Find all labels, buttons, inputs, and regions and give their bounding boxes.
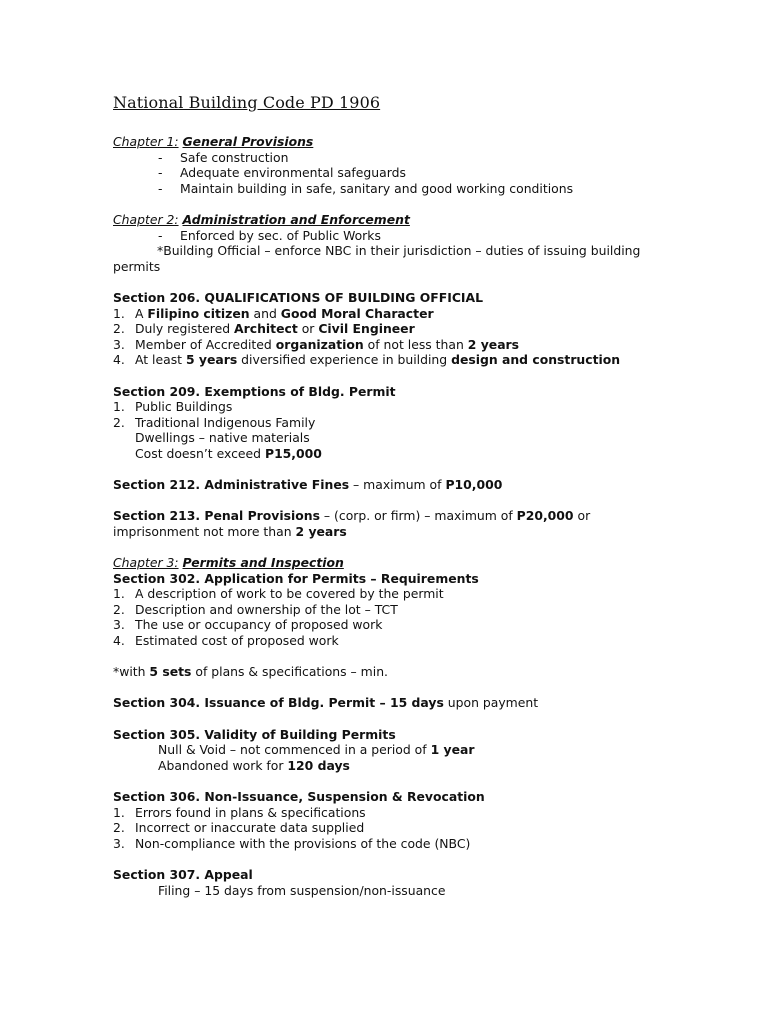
bold-text: 1 year bbox=[430, 742, 475, 758]
list-item bbox=[113, 633, 733, 649]
section-213 bbox=[113, 508, 733, 524]
list-item bbox=[113, 836, 733, 852]
bold-text: organization bbox=[275, 336, 364, 352]
section-209-heading: Section 209. Exemptions of Bldg. Permit bbox=[113, 383, 396, 399]
text: *with bbox=[113, 664, 150, 680]
list-item bbox=[113, 617, 733, 633]
text: Cost doesn’t exceed bbox=[135, 445, 265, 461]
text: At least bbox=[135, 352, 186, 368]
bold-text: P10,000 bbox=[445, 477, 503, 493]
bold-text: 5 years bbox=[185, 352, 238, 368]
list-item bbox=[113, 337, 733, 353]
number-marker: 2. bbox=[113, 601, 125, 617]
chapter-title: General Provisions bbox=[182, 134, 314, 149]
text: – maximum of bbox=[349, 477, 446, 493]
list-item-text: Non-compliance with the provisions of the code (NBC) bbox=[135, 835, 471, 851]
list-item-text: Enforced by sec. of Public Works bbox=[180, 227, 381, 243]
text: diversified experience in building bbox=[237, 352, 452, 368]
list-item-text: Description and ownership of the lot – TCT bbox=[135, 601, 398, 617]
list-item bbox=[113, 321, 733, 337]
text: or bbox=[297, 321, 319, 337]
section-206-heading: Section 206. QUALIFICATIONS OF BUILDING OFFICIAL bbox=[113, 289, 484, 305]
number-marker: 1. bbox=[113, 804, 125, 820]
bold-text: Architect bbox=[234, 321, 298, 337]
list-item-text: Adequate environmental safeguards bbox=[180, 165, 406, 181]
document-title: National Building Code PD 1906 bbox=[113, 93, 381, 112]
bold-text: P15,000 bbox=[264, 445, 322, 461]
list-item bbox=[113, 805, 733, 821]
number-marker: 1. bbox=[113, 305, 125, 321]
text: Duly registered bbox=[135, 321, 235, 337]
number-marker: 3. bbox=[113, 835, 125, 851]
bold-text: Good Moral Character bbox=[280, 305, 434, 321]
dash-marker: - bbox=[158, 165, 163, 181]
section-304 bbox=[113, 695, 733, 711]
list-item bbox=[113, 820, 733, 836]
number-marker: 3. bbox=[113, 617, 125, 633]
list-item bbox=[113, 165, 733, 181]
list-item-text: Estimated cost of proposed work bbox=[135, 633, 339, 648]
chapter-1-heading bbox=[113, 134, 733, 150]
list-item bbox=[113, 415, 733, 431]
list-item-text: The use or occupancy of proposed work bbox=[135, 617, 383, 633]
text: upon payment bbox=[443, 695, 539, 711]
bold-text: design and construction bbox=[451, 352, 621, 368]
bold-text: 2 years bbox=[467, 336, 520, 352]
section-213-continued bbox=[113, 524, 733, 540]
list-item bbox=[113, 150, 733, 166]
bold-text: Filipino citizen bbox=[147, 305, 250, 321]
bold-text: P20,000 bbox=[516, 508, 574, 524]
list-item-text: Safe construction bbox=[180, 149, 289, 165]
list-item-text: Public Buildings bbox=[135, 399, 233, 415]
dash-marker: - bbox=[158, 180, 163, 196]
list-item-text: Incorrect or inaccurate data supplied bbox=[135, 820, 365, 836]
list-item-text: Maintain building in safe, sanitary and good working conditions bbox=[180, 180, 574, 196]
list-item bbox=[113, 228, 733, 244]
text: Abandoned work for bbox=[158, 757, 288, 773]
text: A bbox=[135, 305, 148, 321]
number-marker: 3. bbox=[113, 336, 125, 352]
sub-item: Dwellings – native materials bbox=[135, 430, 310, 446]
list-item bbox=[113, 352, 733, 368]
list-item bbox=[113, 306, 733, 322]
list-item-text: Traditional Indigenous Family bbox=[135, 414, 316, 430]
dash-marker: - bbox=[158, 149, 163, 165]
section-heading: Section 212. Administrative Fines bbox=[113, 477, 350, 493]
chapter-3-heading bbox=[113, 555, 733, 571]
section-heading: Section 304. Issuance of Bldg. Permit – 15 days bbox=[113, 695, 444, 711]
number-marker: 2. bbox=[113, 321, 125, 337]
chapter-label: Chapter 3: bbox=[113, 555, 179, 571]
list-item-text: A description of work to be covered by the permit bbox=[135, 586, 444, 602]
list-item bbox=[113, 399, 733, 415]
number-marker: 1. bbox=[113, 399, 125, 415]
chapter-label: Chapter 2: bbox=[113, 211, 179, 227]
note-line-continued: permits bbox=[113, 258, 161, 274]
text: and bbox=[249, 305, 281, 321]
text: of not less than bbox=[363, 336, 468, 352]
list-item bbox=[113, 602, 733, 618]
number-marker: 2. bbox=[113, 820, 125, 836]
section-212 bbox=[113, 477, 733, 493]
number-marker: 1. bbox=[113, 586, 125, 602]
note-line: *Building Official – enforce NBC in their jurisdiction – duties of issuing building bbox=[157, 243, 641, 259]
sub-item bbox=[113, 758, 733, 774]
number-marker: 4. bbox=[113, 633, 125, 648]
section-heading: Section 213. Penal Provisions bbox=[113, 508, 320, 524]
number-marker: 4. bbox=[113, 352, 125, 368]
list-item-text: Errors found in plans & specifications bbox=[135, 804, 366, 820]
section-307-heading: Section 307. Appeal bbox=[113, 866, 253, 882]
list-item bbox=[113, 586, 733, 602]
bold-text: 120 days bbox=[287, 757, 350, 773]
text: Member of Accredited bbox=[135, 336, 276, 352]
section-306-heading: Section 306. Non-Issuance, Suspension & Revocation bbox=[113, 788, 485, 804]
chapter-2-heading bbox=[113, 212, 733, 228]
dash-marker: - bbox=[158, 227, 163, 243]
number-marker: 2. bbox=[113, 414, 125, 430]
chapter-label: Chapter 1: bbox=[113, 134, 179, 149]
text: or bbox=[573, 508, 591, 524]
text: of plans & specifications – min. bbox=[191, 664, 388, 680]
list-item bbox=[113, 181, 733, 197]
sub-item bbox=[113, 742, 733, 758]
sub-item bbox=[113, 446, 733, 462]
chapter-title: Administration and Enforcement bbox=[182, 211, 410, 227]
text: imprisonment not more than bbox=[113, 523, 296, 539]
section-305-heading: Section 305. Validity of Building Permits bbox=[113, 726, 396, 742]
section-302-heading: Section 302. Application for Permits – Requirements bbox=[113, 570, 479, 586]
text: Null & Void – not commenced in a period of bbox=[158, 742, 431, 758]
bold-text: Civil Engineer bbox=[318, 321, 415, 337]
text: – (corp. or firm) – maximum of bbox=[319, 508, 517, 524]
sub-item: Filing – 15 days from suspension/non-issuance bbox=[158, 882, 446, 898]
bold-text: 2 years bbox=[295, 523, 347, 539]
bold-text: 5 sets bbox=[149, 664, 192, 680]
document-page bbox=[113, 92, 733, 898]
chapter-title: Permits and Inspection bbox=[182, 555, 344, 571]
plans-note bbox=[113, 664, 733, 680]
